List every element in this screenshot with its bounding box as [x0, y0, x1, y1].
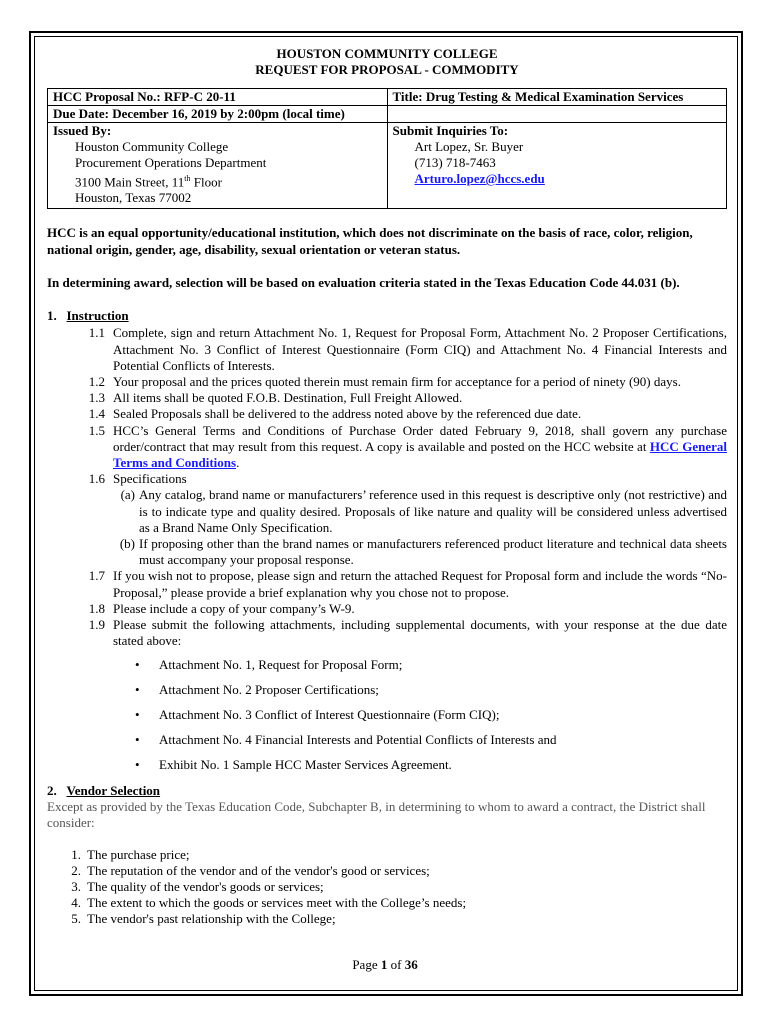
proposal-info-table — [47, 88, 727, 209]
page-number: 1 — [380, 957, 388, 972]
list-item: 1.2 Your proposal and the prices quoted therein must remain firm for acceptance for a period of ninety (90) days. — [88, 373, 681, 389]
empty-cell — [387, 106, 727, 123]
proposal-title: Title: Drug Testing & Medical Examination Services — [387, 89, 727, 106]
spec-item: (a) Any catalog, brand name or manufacturers’ reference used in this request is descriptive only (not restrictive) and is to indicate type and quality desired. Proposals of like nature and quality will be considered unless advertised as a Brand Name Only Specification. — [120, 487, 727, 535]
issuer-address: 3100 Main Street, 11th Floor — [75, 174, 222, 190]
criteria-item: 3. The quality of the vendor's goods or services; — [71, 879, 324, 895]
page-footer: Page 1 of 36 — [352, 957, 418, 972]
inquiries-label: Submit Inquiries To: — [392, 123, 509, 138]
attachment-item: • Exhibit No. 1 Sample HCC Master Services Agreement. — [159, 757, 727, 773]
terms-conditions-link[interactable]: HCC General Terms and Conditions — [113, 438, 727, 470]
list-item: 1.8 Please include a copy of your company’s W-9. — [88, 600, 355, 616]
list-item: 1.9 Please submit the following attachments, including supplemental documents, with your response at the due date stated above: — [88, 616, 727, 649]
vendor-selection-intro: Except as provided by the Texas Education Code, Subchapter B, in determining to whom to award a contract, the District shall consider: — [47, 799, 706, 831]
issued-by-label: Issued By: — [53, 123, 112, 138]
proposal-number: HCC Proposal No.: RFP-C 20-11 — [48, 89, 388, 106]
issued-by-cell — [48, 123, 388, 209]
issuer-department: Procurement Operations Department — [75, 155, 267, 170]
section-vendor-selection-heading: 2. Vendor Selection — [47, 783, 161, 799]
inquiries-cell — [387, 123, 727, 209]
contact-phone: (713) 718-7463 — [414, 155, 496, 170]
eeo-statement: HCC is an equal opportunity/educational institution, which does not discriminate on the basis of race, color, religion, national origin, gender, age, disability, sexual orientation or veteran status. — [47, 225, 693, 258]
attachment-item: • Attachment No. 3 Conflict of Interest Questionnaire (Form CIQ); — [159, 707, 727, 723]
attachments-list — [47, 657, 727, 773]
issuer-city: Houston, Texas 77002 — [75, 190, 192, 206]
attachment-item: • Attachment No. 4 Financial Interests and Potential Conflicts of Interests and — [159, 732, 727, 748]
list-item: 1.5 HCC’s General Terms and Conditions of Purchase Order dated February 9, 2018, shall govern any purchase order/contract that may result from this request. A copy is available and posted on the HCC website at HCC General Terms and Conditions. — [88, 422, 727, 470]
due-date: Due Date: December 16, 2019 by 2:00pm (local time) — [48, 106, 388, 123]
attachment-item: • Attachment No. 1, Request for Proposal Form; — [159, 657, 727, 673]
instruction-list — [47, 325, 727, 649]
list-item: 1.4 Sealed Proposals shall be delivered to the address noted above by the referenced due date. — [88, 406, 582, 422]
document-body — [47, 46, 727, 927]
award-statement: In determining award, selection will be based on evaluation criteria stated in the Texas Education Code 44.031 (b). — [47, 275, 680, 291]
criteria-item: 5. The vendor's past relationship with the College; — [71, 911, 336, 927]
contact-email-link[interactable]: Arturo.lopez@hccs.edu — [414, 171, 545, 186]
issuer-name: Houston Community College — [75, 139, 229, 154]
selection-criteria-list — [47, 847, 727, 927]
spec-item: (b) If proposing other than the brand names or manufacturers referenced product literature and technical data sheets must accompany your proposal response. — [119, 535, 727, 568]
list-item: 1.7 If you wish not to propose, please sign and return the attached Request for Proposal form and include the words “No-Proposal,” please provide a brief explanation why you chose not to propose. — [88, 568, 727, 600]
rfp-type: REQUEST FOR PROPOSAL - COMMODITY — [255, 62, 519, 77]
college-name: HOUSTON COMMUNITY COLLEGE — [276, 46, 498, 61]
criteria-item: 1. The purchase price; — [71, 847, 190, 863]
criteria-item: 2. The reputation of the vendor and of the vendor's good or services; — [71, 863, 430, 879]
section-instruction-heading: 1. Instruction — [47, 308, 129, 324]
list-item: 1.3 All items shall be quoted F.O.B. Destination, Full Freight Allowed. — [88, 390, 463, 406]
document-title — [47, 46, 727, 78]
attachment-item: • Attachment No. 2 Proposer Certifications; — [159, 682, 727, 698]
list-item: 1.6 Specifications — [88, 471, 187, 487]
contact-name: Art Lopez, Sr. Buyer — [414, 139, 524, 154]
page-total: 36 — [404, 957, 418, 972]
list-item: 1.1 Complete, sign and return Attachment No. 1, Request for Proposal Form, Attachment No. 2 Proposer Certifications, Attachment No. 3 Conflict of Interest Questionnaire (Form CIQ) and Attachment No. 4 Financial Interests and Potential Conflicts of Interests. — [88, 325, 727, 373]
criteria-item: 4. The extent to which the goods or services meet with the College’s needs; — [71, 895, 467, 911]
